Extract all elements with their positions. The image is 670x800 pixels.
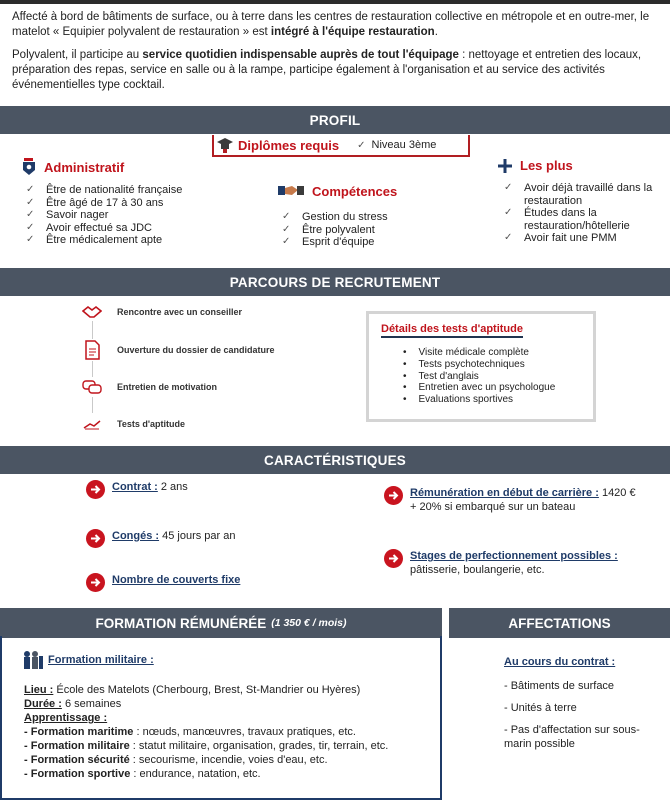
list-item-text: Avoir déjà travaillé dans la restauration xyxy=(524,182,653,207)
affectations-band xyxy=(449,608,670,638)
handshake-icon xyxy=(278,183,304,199)
step-dossier xyxy=(77,340,275,360)
parcours-band-title: PARCOURS DE RECRUTEMENT xyxy=(229,274,441,290)
plus-title: Les plus xyxy=(520,158,573,173)
list-item xyxy=(504,207,664,232)
plus-icon xyxy=(498,159,512,173)
list-item: • Evaluations sportives xyxy=(403,394,555,406)
list-item: - Pas d'affectation sur sous-marin possible xyxy=(504,724,640,750)
affectations-band-title: AFFECTATIONS xyxy=(508,615,611,631)
conges-value: 45 jours par an xyxy=(159,530,236,542)
formation-militaire-title: Formation militaire : xyxy=(48,654,154,666)
carac-conges xyxy=(86,529,236,548)
diplomes-level-text: Niveau 3ème xyxy=(371,139,437,151)
list-item-text: Être de nationalité française xyxy=(46,184,183,196)
step-tests xyxy=(77,418,185,430)
list-item: • Entretien avec un psychologue xyxy=(403,382,555,394)
carac-couverts xyxy=(86,573,240,592)
arrow-right-circle-icon xyxy=(384,486,403,505)
list-item xyxy=(504,182,664,207)
chat-icon xyxy=(77,380,107,394)
list-item: • Test d'anglais xyxy=(403,371,555,383)
contrat-value: 2 ans xyxy=(157,481,188,493)
formation-band-title: FORMATION RÉMUNÉRÉE xyxy=(95,615,267,631)
formation-item xyxy=(24,753,434,767)
list-item-text: Avoir effectué sa JDC xyxy=(46,221,152,234)
remuneration-value: 1420 € xyxy=(598,487,636,499)
list-item xyxy=(26,209,182,222)
intro-p2-end: : nettoyage et entretien des locaux, préparation des repas, service en salle ou à la rampe, participe également à l'organisation et au service des activités événementielles type cocktail. xyxy=(12,49,642,91)
list-item-text: Être polyvalent xyxy=(302,223,375,236)
carac-band xyxy=(0,446,670,474)
list-item xyxy=(26,184,182,197)
graduation-cap-icon xyxy=(214,136,236,154)
intro-p1-text: Affecté à bord de bâtiments de surface, ou à terre dans les centres de restauration collective en métropole et en outre-mer, le matelot « Equipier polyvalent de restauration » est xyxy=(12,11,650,38)
intro-paragraph-2 xyxy=(12,48,660,93)
competences-list xyxy=(282,211,388,249)
formation-band-subtitle: (1 350 € / mois) xyxy=(271,617,347,629)
step-label: Tests d'aptitude xyxy=(117,419,185,429)
step-entretien xyxy=(77,380,217,394)
list-item xyxy=(504,232,664,245)
list-item-text: Être âgé de 17 à 30 ans xyxy=(46,196,164,209)
carac-stages xyxy=(384,549,664,577)
list-item: • Tests psychotechniques xyxy=(403,359,555,371)
formation-item-value: : nœuds, manœuvres, travaux pratiques, etc. xyxy=(133,726,356,738)
carac-band-title: CARACTÉRISTIQUES xyxy=(264,452,406,468)
formation-militaire-heading xyxy=(22,650,154,670)
step-connector xyxy=(92,361,93,377)
stages-value: pâtisserie, boulangerie, etc. xyxy=(410,564,545,576)
step-connector xyxy=(92,397,93,413)
step-rencontre xyxy=(77,305,242,319)
handshake-icon xyxy=(77,305,107,319)
check-icon: ✓ xyxy=(504,207,513,219)
formation-item-label: - Formation militaire xyxy=(24,740,130,752)
list-item xyxy=(26,222,182,235)
administratif-heading xyxy=(22,158,124,176)
intro-p1-end: . xyxy=(434,26,438,38)
list-item-text: Être médicalement apte xyxy=(46,234,163,247)
check-icon: ✓ xyxy=(504,232,513,244)
arrow-right-circle-icon xyxy=(86,573,105,592)
list-item-text: Esprit d'équipe xyxy=(302,236,375,249)
lieu-label: Lieu : xyxy=(24,684,54,696)
check-icon: ✓ xyxy=(26,196,35,208)
check-icon: ✓ xyxy=(26,234,35,246)
step-connector xyxy=(92,321,93,339)
affectations-content xyxy=(504,655,654,759)
conges-label: Congés : xyxy=(112,530,160,542)
check-icon: ✓ xyxy=(504,182,513,193)
competences-title: Compétences xyxy=(312,183,398,199)
arrow-right-circle-icon xyxy=(86,529,105,548)
top-bar xyxy=(0,0,670,4)
diplomes-title: Diplômes requis xyxy=(238,137,340,153)
intro-paragraph-1 xyxy=(12,10,660,40)
list-item-text: Études dans la restauration/hôtellerie xyxy=(524,207,630,232)
intro-p2-text: Polyvalent, il participe au xyxy=(12,49,143,61)
step-label: Entretien de motivation xyxy=(117,382,218,392)
competences-heading xyxy=(278,183,397,199)
contrat-label: Contrat : xyxy=(112,481,158,493)
diplomes-level xyxy=(357,139,436,151)
list-item-text: Savoir nager xyxy=(46,209,109,222)
list-item xyxy=(26,197,182,210)
remuneration-extra: + 20% si embarqué sur un bateau xyxy=(410,501,576,513)
list-item xyxy=(26,234,182,247)
soldiers-icon xyxy=(22,650,44,670)
check-icon: ✓ xyxy=(26,184,35,195)
duree-label: Durée : xyxy=(24,698,62,710)
formation-item xyxy=(24,739,434,753)
administratif-list xyxy=(26,184,182,247)
intro-p1-bold: intégré à l'équipe restauration xyxy=(270,26,435,38)
formation-item-value: : secourisme, incendie, voies d'eau, etc. xyxy=(129,754,328,766)
list-item: - Unités à terre xyxy=(504,702,577,714)
formation-item-label: - Formation sécurité xyxy=(24,754,130,766)
formation-item-label: - Formation maritime xyxy=(24,726,134,738)
tests-details-title: Détails des tests d'aptitude xyxy=(381,323,523,338)
arrow-right-circle-icon xyxy=(384,549,403,568)
step-label: Ouverture du dossier de candidature xyxy=(117,345,275,355)
stages-label: Stages de perfectionnement possibles : xyxy=(410,550,618,562)
duree-value: 6 semaines xyxy=(61,698,122,710)
profil-band xyxy=(0,106,670,134)
plus-list xyxy=(504,182,664,245)
formation-item-value: : statut militaire, organisation, grades, tir, terrain, etc. xyxy=(129,740,389,752)
lieu-value: École des Matelots (Cherbourg, Brest, St-Mandrier ou Hyères) xyxy=(53,684,361,696)
plus-heading xyxy=(498,158,573,173)
formation-duree xyxy=(24,697,434,711)
diplomes-box xyxy=(212,135,470,157)
carac-contrat xyxy=(86,480,188,499)
document-icon xyxy=(77,340,107,360)
profil-band-title: PROFIL xyxy=(309,112,361,128)
administratif-title: Administratif xyxy=(44,159,125,175)
list-item xyxy=(282,224,388,237)
list-item: • Visite médicale complète xyxy=(403,347,555,359)
formation-item-value: : endurance, natation, etc. xyxy=(130,768,261,780)
carac-remuneration xyxy=(384,486,664,514)
tests-list xyxy=(403,347,555,406)
list-item: - Bâtiments de surface xyxy=(504,680,615,692)
check-icon: ✓ xyxy=(282,223,291,235)
formation-item xyxy=(24,725,434,739)
check-icon: ✓ xyxy=(282,211,291,222)
apprentissage-label: Apprentissage : xyxy=(24,712,108,724)
check-icon: ✓ xyxy=(26,221,35,233)
affectations-subtitle: Au cours du contrat : xyxy=(504,656,616,668)
list-item-text: Avoir fait une PMM xyxy=(524,232,617,245)
arrow-right-circle-icon xyxy=(86,480,105,499)
step-label: Rencontre avec un conseiller xyxy=(117,307,243,317)
parcours-band xyxy=(0,268,670,296)
intro-text xyxy=(12,10,660,101)
couverts-label: Nombre de couverts fixe xyxy=(112,574,241,586)
formation-item xyxy=(24,767,434,781)
list-item-text: Gestion du stress xyxy=(302,211,388,223)
intro-p2-bold: service quotidien indispensable auprès de tout l'équipage xyxy=(142,49,459,61)
formation-band xyxy=(0,608,442,638)
running-icon xyxy=(77,418,107,430)
check-icon: ✓ xyxy=(357,140,366,151)
check-icon: ✓ xyxy=(282,236,291,248)
tests-details-box xyxy=(366,311,596,422)
remuneration-label: Rémunération en début de carrière : xyxy=(410,487,599,499)
formation-details xyxy=(24,683,434,781)
check-icon: ✓ xyxy=(26,209,35,221)
list-item xyxy=(282,211,388,224)
id-badge-icon xyxy=(22,158,36,176)
list-item xyxy=(282,236,388,249)
formation-lieu xyxy=(24,683,434,697)
formation-item-label: - Formation sportive xyxy=(24,768,131,780)
